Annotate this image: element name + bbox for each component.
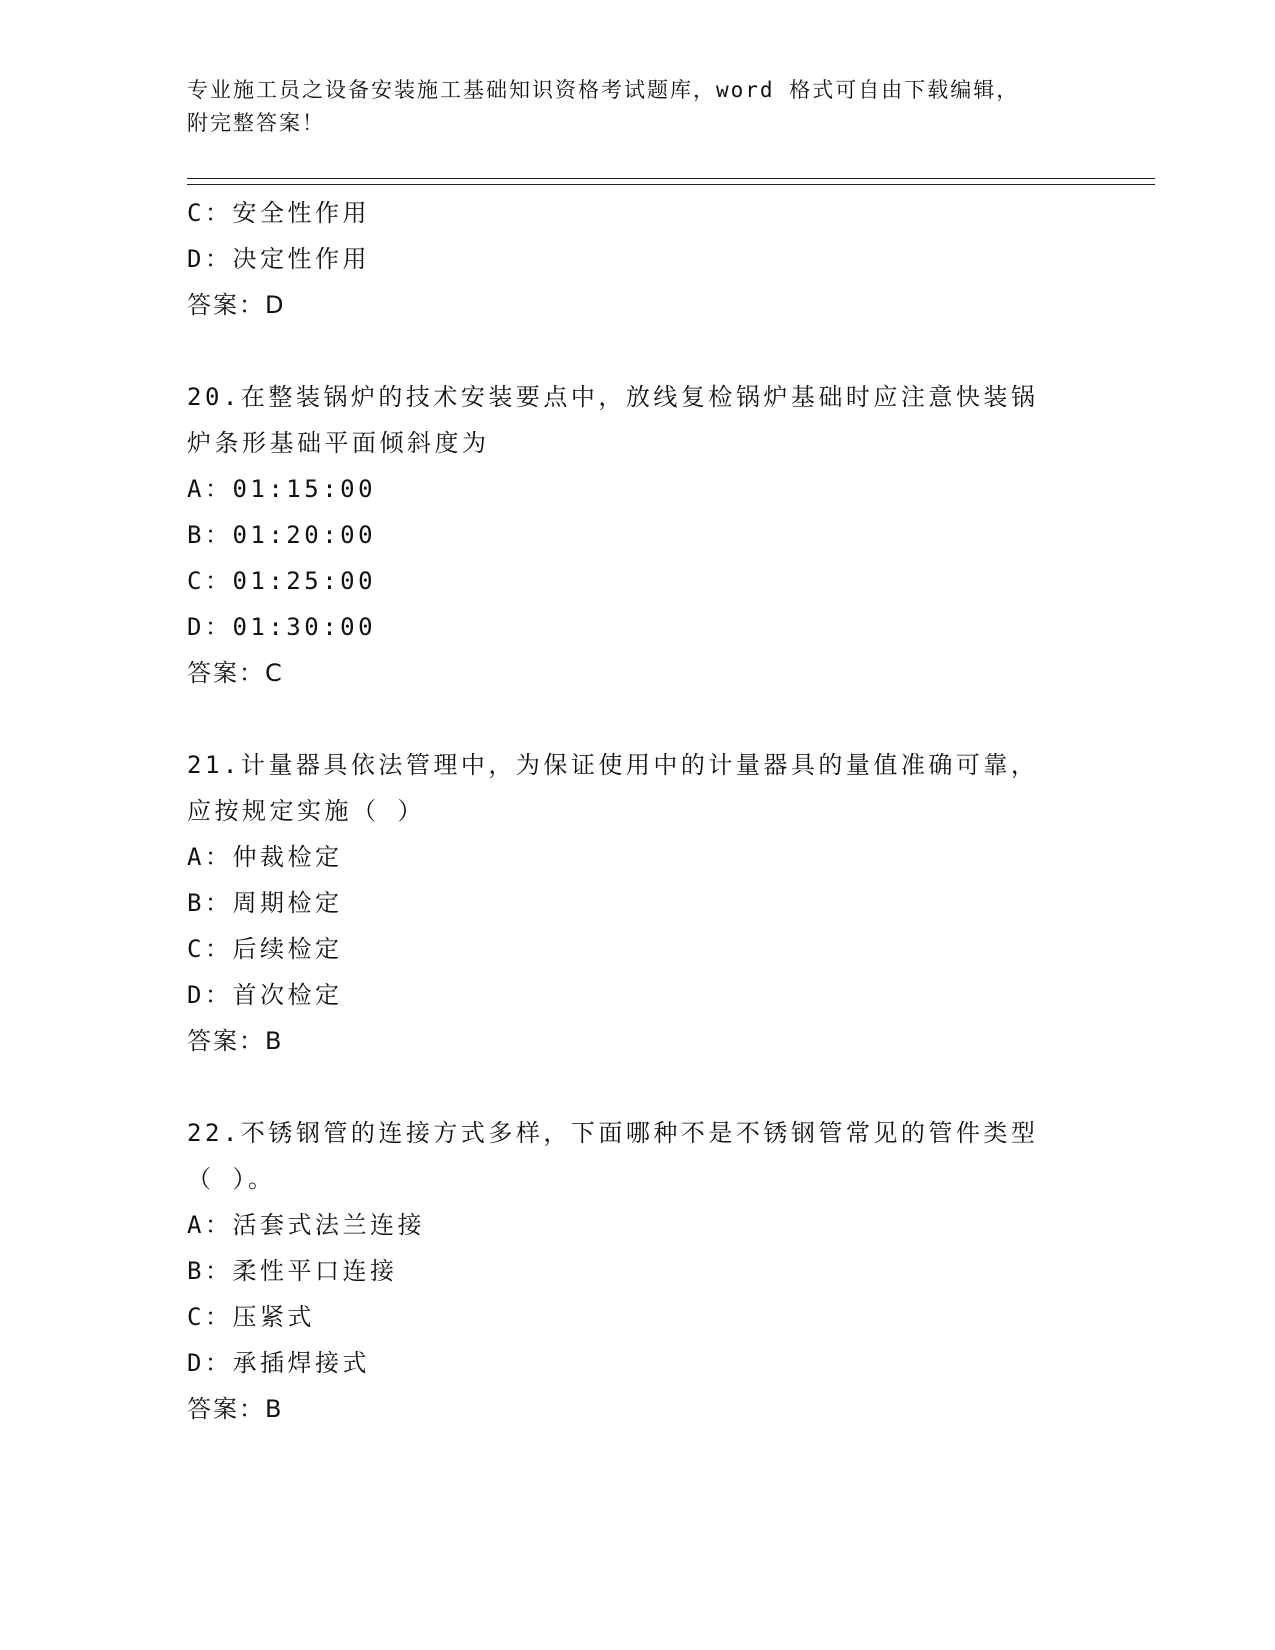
- option-c: C：01:25:00: [187, 567, 377, 595]
- option-b: B：01:20:00: [187, 521, 377, 549]
- question-stem-line-2: 炉条形基础平面倾斜度为: [187, 429, 490, 457]
- header-line-2: 附完整答案！: [187, 111, 325, 135]
- answer-line: 答案：C: [187, 659, 284, 687]
- spacer: [187, 696, 1147, 742]
- option-b: B：柔性平口连接: [187, 1257, 398, 1285]
- option-a: A：01:15:00: [187, 475, 377, 503]
- question-stem: [187, 742, 1147, 834]
- option-d: D：首次检定: [187, 981, 343, 1009]
- question-19-tail: [187, 190, 1147, 328]
- question-20: [187, 374, 1147, 696]
- question-stem-line-1: 21.计量器具依法管理中，为保证使用中的计量器具的量值准确可靠，: [187, 751, 1039, 779]
- option-a: A：活套式法兰连接: [187, 1211, 425, 1239]
- question-22: [187, 1110, 1147, 1432]
- question-stem-line-2: （ ）。: [187, 1165, 276, 1193]
- option-d: D：承插焊接式: [187, 1349, 370, 1377]
- option-c: C：后续检定: [187, 935, 343, 963]
- page-header: [187, 74, 1077, 140]
- option-d: D：01:30:00: [187, 613, 377, 641]
- header-divider-bottom: [187, 184, 1155, 185]
- spacer: [187, 328, 1147, 374]
- question-21: [187, 742, 1147, 1064]
- spacer: [187, 1064, 1147, 1110]
- header-divider-top: [187, 178, 1155, 179]
- question-list: [187, 190, 1147, 1432]
- option-b: B：周期检定: [187, 889, 343, 917]
- option-c: C：安全性作用: [187, 199, 370, 227]
- question-stem-line-2: 应按规定实施（ ）: [187, 797, 425, 825]
- answer-line: 答案：B: [187, 1027, 284, 1055]
- answer-line: 答案：B: [187, 1395, 284, 1423]
- header-line-1: 专业施工员之设备安装施工基础知识资格考试题库，word 格式可自由下载编辑，: [187, 78, 1020, 102]
- option-a: A：仲裁检定: [187, 843, 343, 871]
- question-stem: [187, 374, 1147, 466]
- option-d: D：决定性作用: [187, 245, 370, 273]
- question-stem: [187, 1110, 1147, 1202]
- question-stem-line-1: 20.在整装锅炉的技术安装要点中，放线复检锅炉基础时应注意快装锅: [187, 383, 1039, 411]
- option-c: C：压紧式: [187, 1303, 315, 1331]
- answer-line: 答案：D: [187, 291, 286, 319]
- question-stem-line-1: 22.不锈钢管的连接方式多样，下面哪种不是不锈钢管常见的管件类型: [187, 1119, 1039, 1147]
